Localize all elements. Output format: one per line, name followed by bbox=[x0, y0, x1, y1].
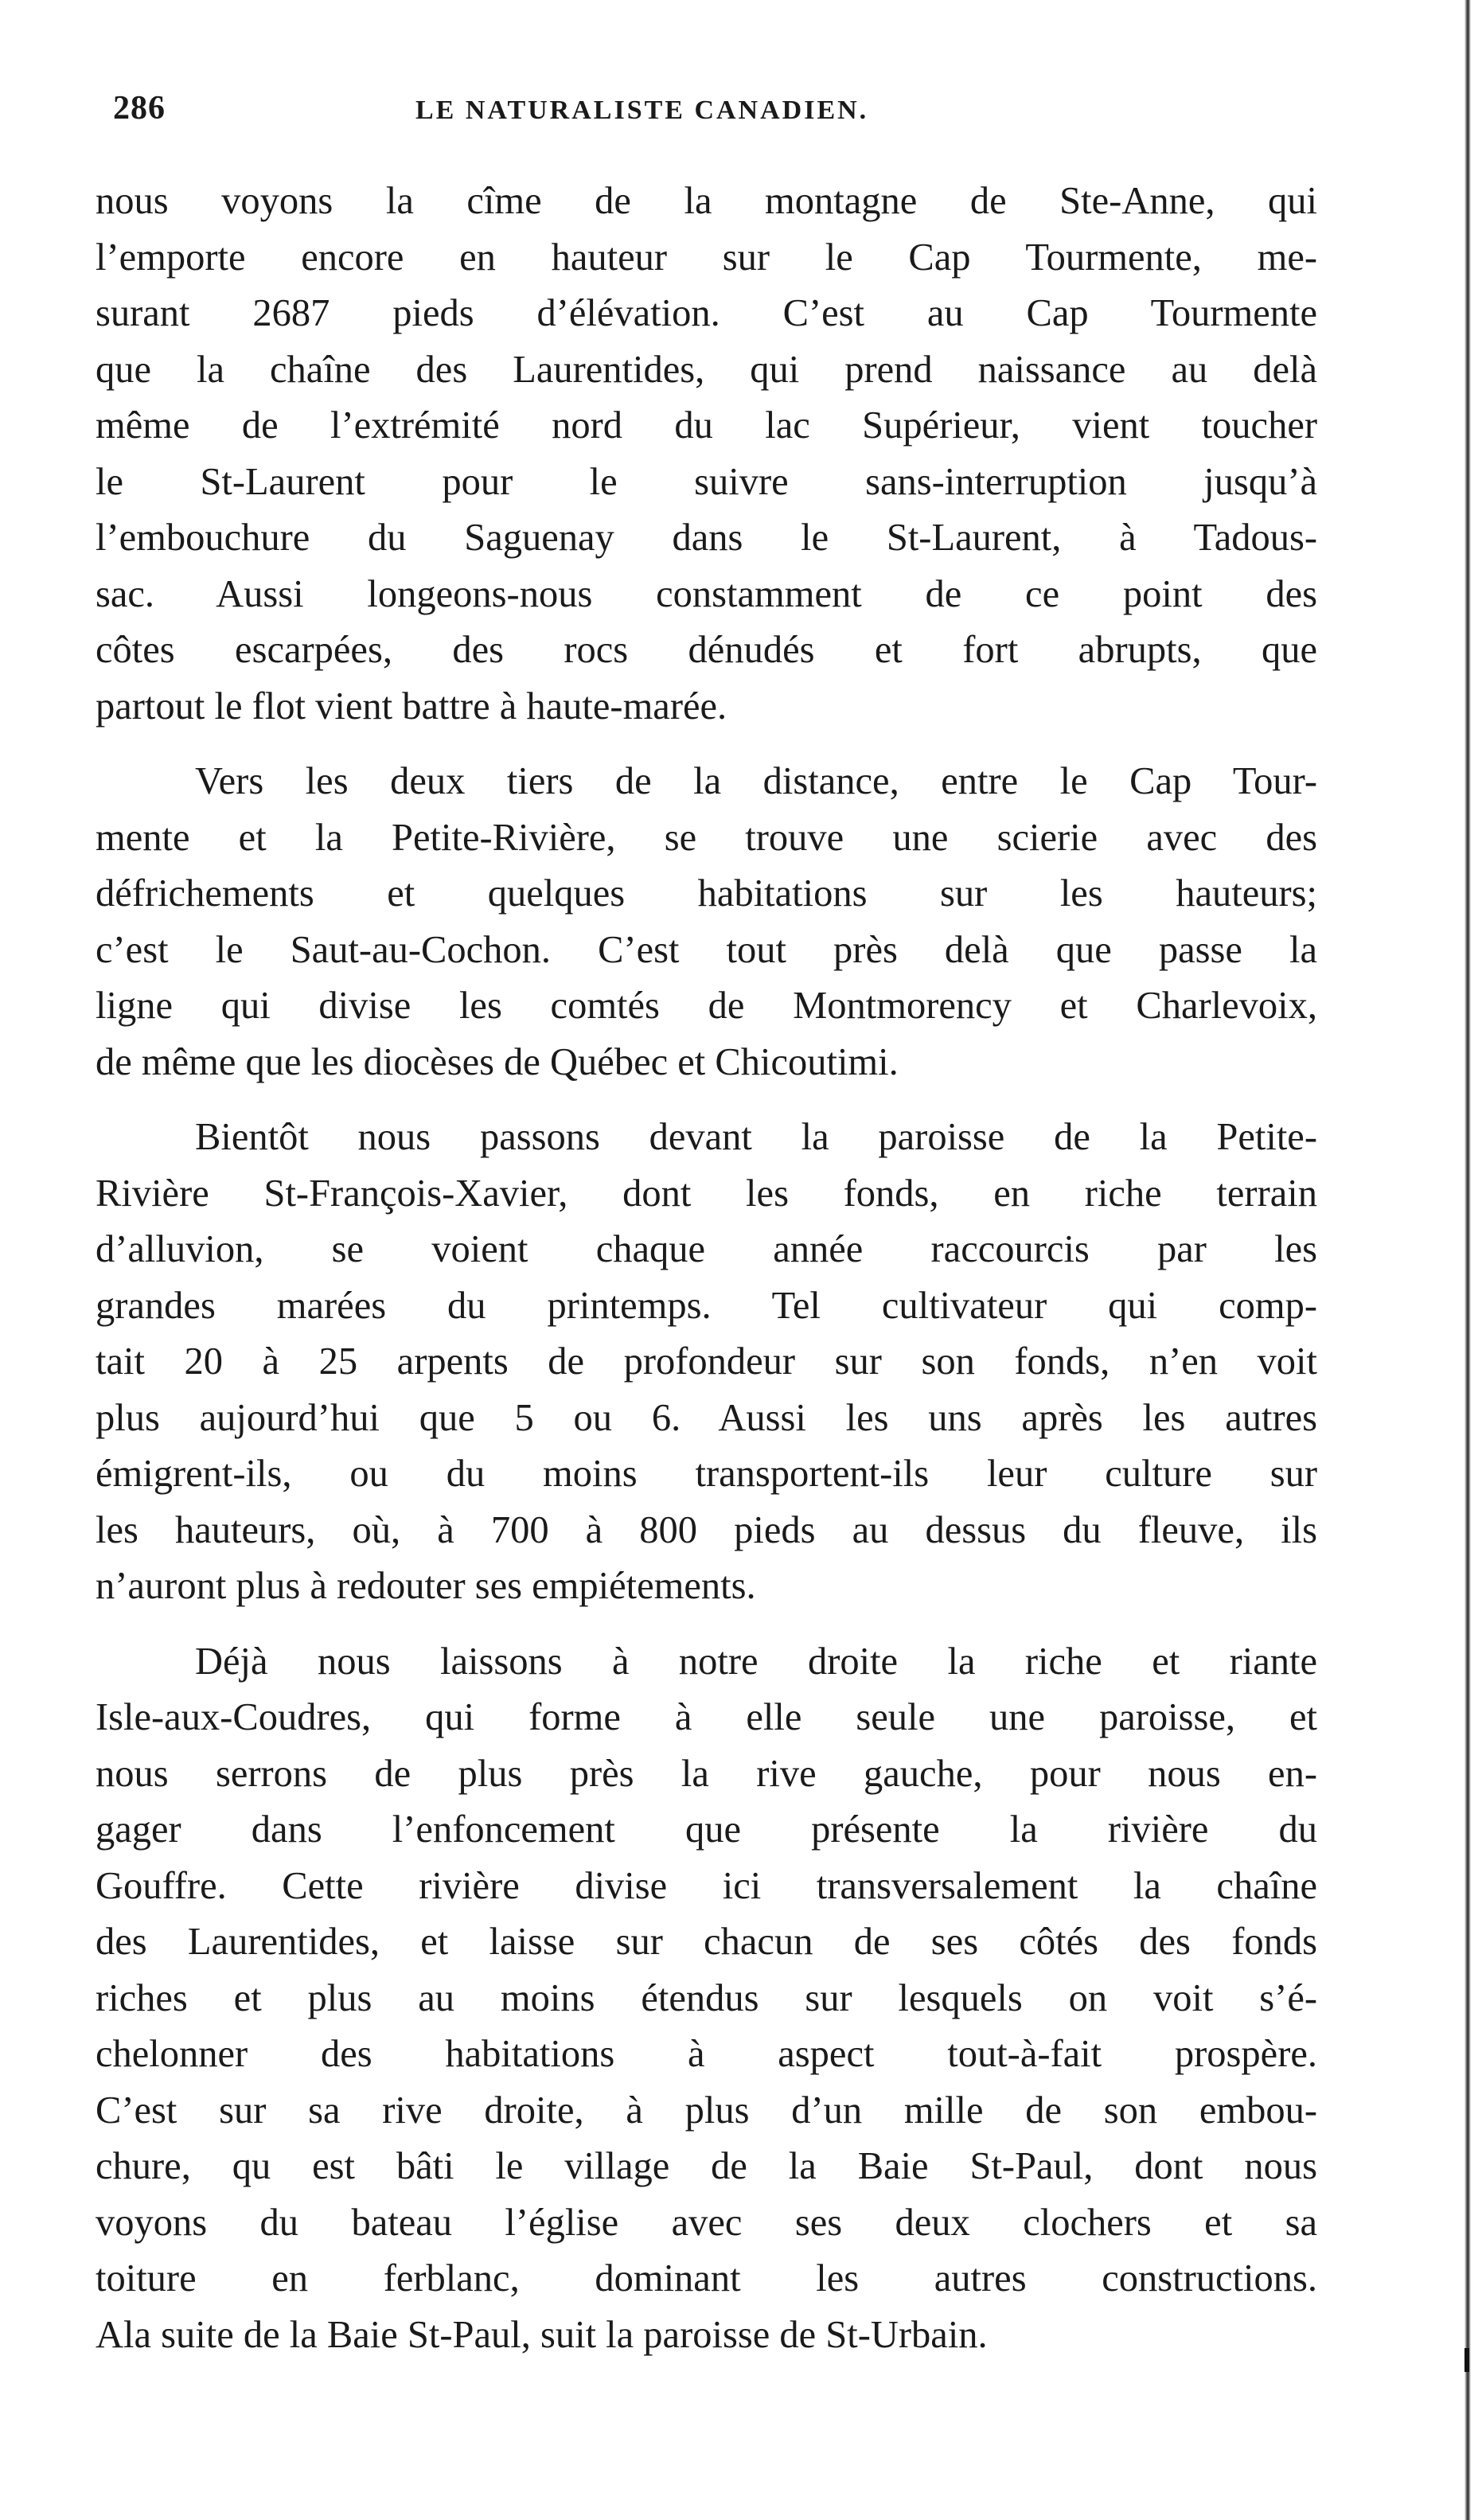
running-head bbox=[113, 89, 1323, 137]
text-line: Isle-aux-Coudres, qui forme à elle seule une paroisse, et bbox=[96, 1696, 1317, 1738]
text-line: surant 2687 pieds d’élévation. C’est au Cap Tourmente bbox=[96, 292, 1317, 334]
text-line: riches et plus au moins étendus sur lesquels on voit s’é- bbox=[96, 1976, 1317, 2019]
text-line: l’emporte encore en hauteur sur le Cap Tourmente, me- bbox=[96, 236, 1317, 279]
text-line: chure, qu est bâti le village de la Baie St-Paul, dont nous bbox=[96, 2145, 1317, 2187]
paragraph-gap bbox=[96, 1615, 1317, 1634]
text-line: Gouffre. Cette rivière divise ici transversalement la chaîne bbox=[96, 1864, 1317, 1907]
paragraph-1 bbox=[96, 174, 1317, 735]
paragraph-2 bbox=[96, 754, 1317, 1090]
text-line: nous voyons la cîme de la montagne de Ste-Anne, qui bbox=[96, 180, 1317, 222]
text-line: les hauteurs, où, à 700 à 800 pieds au dessus du fleuve, ils bbox=[96, 1508, 1317, 1551]
paragraph-4 bbox=[96, 1634, 1317, 2364]
text-line: Ala suite de la Baie St-Paul, suit la paroisse de St-Urbain. bbox=[96, 2313, 988, 2356]
text-line: nous serrons de plus près la rive gauche, pour nous en- bbox=[96, 1752, 1317, 1795]
text-line: Bientôt nous passons devant la paroisse de la Petite- bbox=[195, 1116, 1317, 1158]
paragraph-gap bbox=[96, 1090, 1317, 1110]
text-line: ligne qui divise les comtés de Montmorency et Charlevoix, bbox=[96, 985, 1317, 1027]
text-line: partout le flot vient battre à haute-marée. bbox=[96, 685, 727, 728]
text-line: d’alluvion, se voient chaque année raccourcis par les bbox=[96, 1228, 1317, 1270]
text-line: sac. Aussi longeons-nous constamment de ce point des bbox=[96, 572, 1317, 615]
text-line: Vers les deux tiers de la distance, entre le Cap Tour- bbox=[195, 760, 1317, 802]
text-line: C’est sur sa rive droite, à plus d’un mille de son embou- bbox=[96, 2089, 1317, 2132]
text-line: le St-Laurent pour le suivre sans-interruption jusqu’à bbox=[96, 460, 1317, 503]
text-line: tait 20 à 25 arpents de profondeur sur son fonds, n’en voit bbox=[96, 1340, 1317, 1383]
text-line: émigrent-ils, ou du moins transportent-ils leur culture sur bbox=[96, 1453, 1317, 1495]
text-line: côtes escarpées, des rocs dénudés et fort abrupts, que bbox=[96, 629, 1317, 671]
paragraph-gap bbox=[96, 735, 1317, 754]
body-text bbox=[96, 174, 1317, 2363]
text-line: gager dans l’enfoncement que présente la rivière du bbox=[96, 1808, 1317, 1851]
text-line: que la chaîne des Laurentides, qui prend naissance au delà bbox=[96, 348, 1317, 391]
text-line: grandes marées du printemps. Tel cultivateur qui comp- bbox=[96, 1284, 1317, 1327]
scan-edge-shadow bbox=[1464, 0, 1471, 2520]
page-number: 286 bbox=[113, 90, 166, 127]
text-line: toiture en ferblanc, dominant les autres constructions. bbox=[96, 2257, 1317, 2300]
text-line: n’auront plus à redouter ses empiétements. bbox=[96, 1565, 756, 1607]
text-line: défrichements et quelques habitations sur les hauteurs; bbox=[96, 872, 1317, 915]
text-line: même de l’extrémité nord du lac Supérieur, vient toucher bbox=[96, 404, 1317, 447]
text-line: des Laurentides, et laisse sur chacun de ses côtés des fonds bbox=[96, 1921, 1317, 1963]
text-line: mente et la Petite-Rivière, se trouve une scierie avec des bbox=[96, 816, 1317, 859]
text-line: de même que les diocèses de Québec et Chicoutimi. bbox=[96, 1040, 899, 1083]
scan-edge-mark bbox=[1464, 2348, 1469, 2372]
text-line: c’est le Saut-au-Cochon. C’est tout près delà que passe la bbox=[96, 928, 1317, 971]
text-line: voyons du bateau l’église avec ses deux clochers et sa bbox=[96, 2201, 1317, 2244]
text-line: chelonner des habitations à aspect tout-à-fait prospère. bbox=[96, 2033, 1317, 2075]
text-line: Rivière St-François-Xavier, dont les fonds, en riche terrain bbox=[96, 1172, 1317, 1215]
journal-title: LE NATURALISTE CANADIEN. bbox=[415, 96, 869, 125]
text-line: Déjà nous laissons à notre droite la riche et riante bbox=[195, 1640, 1317, 1683]
text-line: plus aujourd’hui que 5 ou 6. Aussi les uns après les autres bbox=[96, 1396, 1317, 1439]
paragraph-3 bbox=[96, 1110, 1317, 1615]
text-line: l’embouchure du Saguenay dans le St-Laurent, à Tadous- bbox=[96, 517, 1317, 559]
